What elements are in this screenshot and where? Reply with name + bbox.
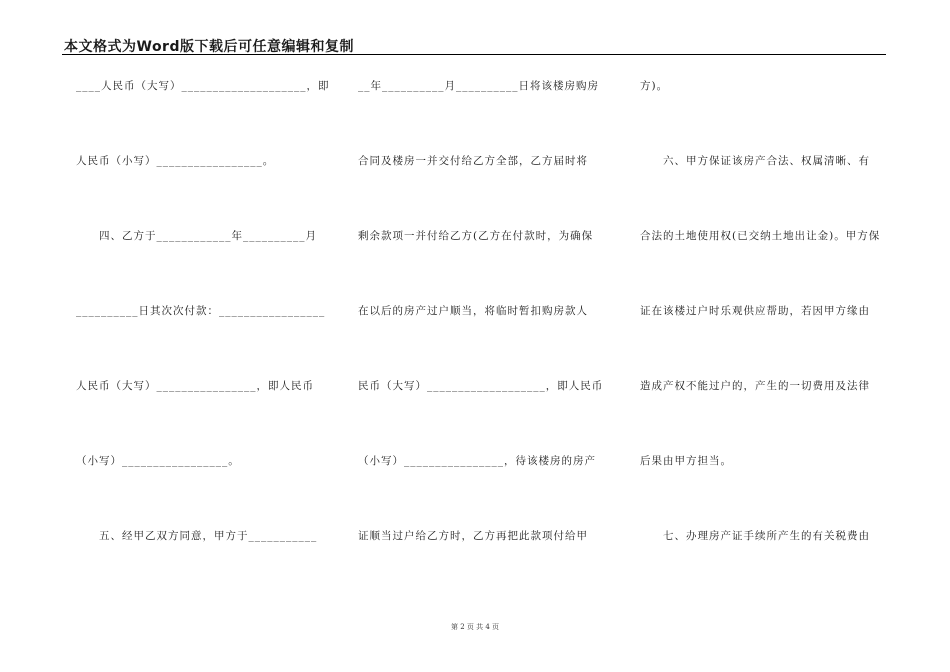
- text-column-1: [76, 0, 338, 600]
- text-line: （小写）_________________。: [76, 455, 240, 467]
- text-line: 造成产权不能过户的，产生的一切费用及法律: [640, 380, 870, 392]
- text-line: 四、乙方于____________年__________月: [76, 230, 317, 242]
- text-line: 民币（大写）___________________，即人民币: [358, 380, 604, 392]
- text-line: 合法的土地使用权(已交纳土地出让金)。甲方保: [640, 230, 881, 242]
- text-line: 证在该楼过户时乐观供应帮助，若因甲方缘由: [640, 305, 870, 317]
- text-line: 后果由甲方担当。: [640, 455, 732, 467]
- text-line: 五、经甲乙双方同意，甲方于___________: [76, 530, 318, 542]
- text-line: ____人民币（大写）____________________，即: [76, 80, 330, 92]
- text-column-2: [358, 0, 620, 600]
- text-line: 人民币（大写）________________，即人民币: [76, 380, 314, 392]
- document-header-title: 本文格式为Word版下载后可任意编辑和复制: [64, 39, 354, 55]
- text-line: （小写）________________，待该楼房的房产: [358, 455, 596, 467]
- text-line: 剩余款项一并付给乙方(乙方在付款时，为确保: [358, 230, 594, 242]
- text-line: __________日其次次付款：_________________: [76, 305, 326, 317]
- text-line: 证顺当过户给乙方时，乙方再把此款项付给甲: [358, 530, 588, 542]
- text-line: 方)。: [640, 80, 669, 92]
- text-line: __年__________月__________日将该楼房购房: [358, 80, 599, 92]
- text-column-3: [640, 0, 902, 600]
- text-line: 合同及楼房一并交付给乙方全部，乙方届时将: [358, 155, 588, 167]
- page-number-footer: 第 2 页 共 4 页: [450, 623, 500, 631]
- text-line: 在以后的房产过户顺当，将临时暂扣购房款人: [358, 305, 588, 317]
- text-line: 六、甲方保证该房产合法、权属清晰、有: [640, 155, 870, 167]
- text-line: 七、办理房产证手续所产生的有关税费由: [640, 530, 870, 542]
- text-line: 人民币（小写）_________________。: [76, 155, 275, 167]
